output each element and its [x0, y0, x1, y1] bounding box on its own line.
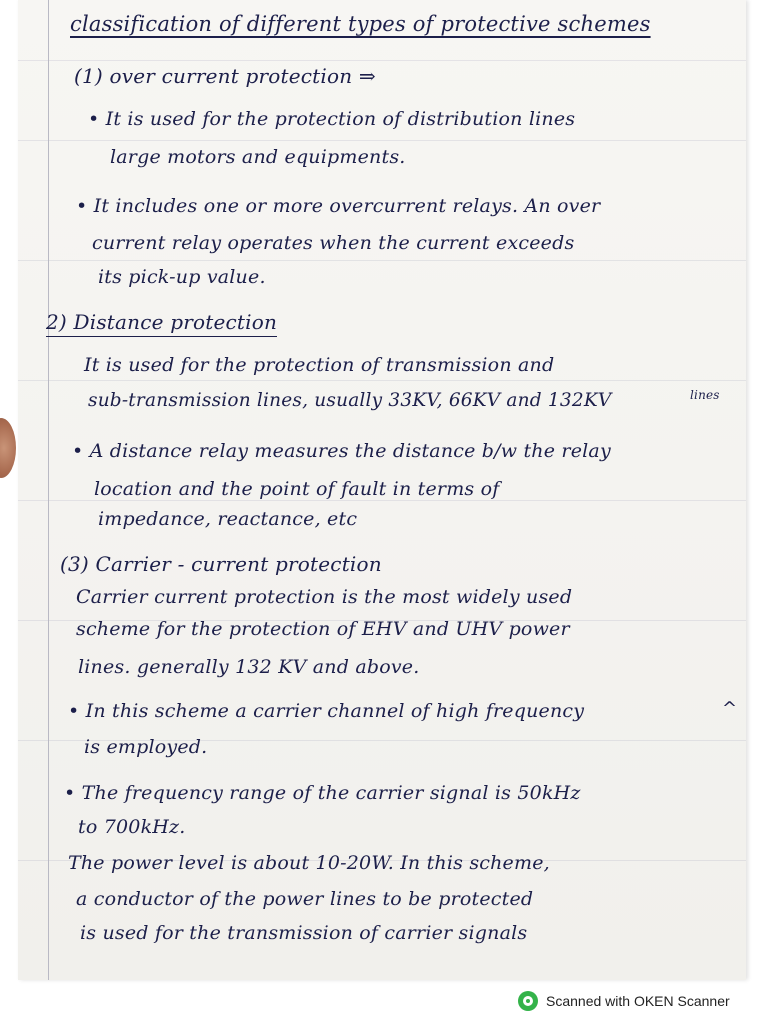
note-line: scheme for the protection of EHV and UHV power [76, 618, 570, 640]
note-line: lines. generally 132 KV and above. [78, 656, 420, 678]
oken-logo-icon [518, 991, 538, 1011]
notebook-page [18, 0, 746, 980]
section-heading-overcurrent: (1) over current protection ⇒ [74, 64, 376, 88]
section-heading-carrier-current: (3) Carrier - current protection [60, 552, 382, 576]
note-line: • A distance relay measures the distance b/w the relay [72, 440, 611, 462]
page-rule [18, 60, 746, 61]
note-line: a conductor of the power lines to be protected [76, 888, 534, 910]
note-line: is employed. [84, 736, 208, 758]
page-margin-line [48, 0, 49, 980]
note-line: • In this scheme a carrier channel of high frequency [68, 700, 585, 722]
scanner-text: Scanned with OKEN Scanner [546, 993, 730, 1009]
note-line: is used for the transmission of carrier signals [80, 922, 528, 944]
caret-mark-icon: ^ [722, 698, 738, 719]
page-rule [18, 500, 746, 501]
note-line: large motors and equipments. [110, 146, 406, 168]
page-rule [18, 260, 746, 261]
note-line: impedance, reactance, etc [98, 508, 358, 530]
note-line: sub-transmission lines, usually 33KV, 66KV and 132KV [88, 390, 612, 411]
note-line: • It includes one or more overcurrent relays. An over [76, 195, 601, 217]
note-line: to 700kHz. [78, 816, 186, 838]
page-rule [18, 380, 746, 381]
section-heading-distance: 2) Distance protection [46, 310, 277, 337]
note-line: It is used for the protection of transmission and [84, 354, 555, 376]
finger-shadow [0, 418, 16, 478]
note-line: current relay operates when the current exceeds [92, 232, 575, 254]
note-line: • It is used for the protection of distribution lines [88, 108, 576, 130]
margin-annotation: lines [690, 388, 720, 402]
note-line: location and the point of fault in terms of [94, 478, 500, 500]
scanner-footer [518, 990, 730, 1012]
note-line: The power level is about 10-20W. In this scheme, [68, 852, 550, 874]
note-line: Carrier current protection is the most widely used [76, 586, 573, 608]
note-title: classification of different types of protective schemes [70, 12, 651, 36]
note-line: • The frequency range of the carrier signal is 50kHz [64, 782, 581, 804]
page-rule [18, 140, 746, 141]
note-line: its pick-up value. [98, 266, 266, 288]
